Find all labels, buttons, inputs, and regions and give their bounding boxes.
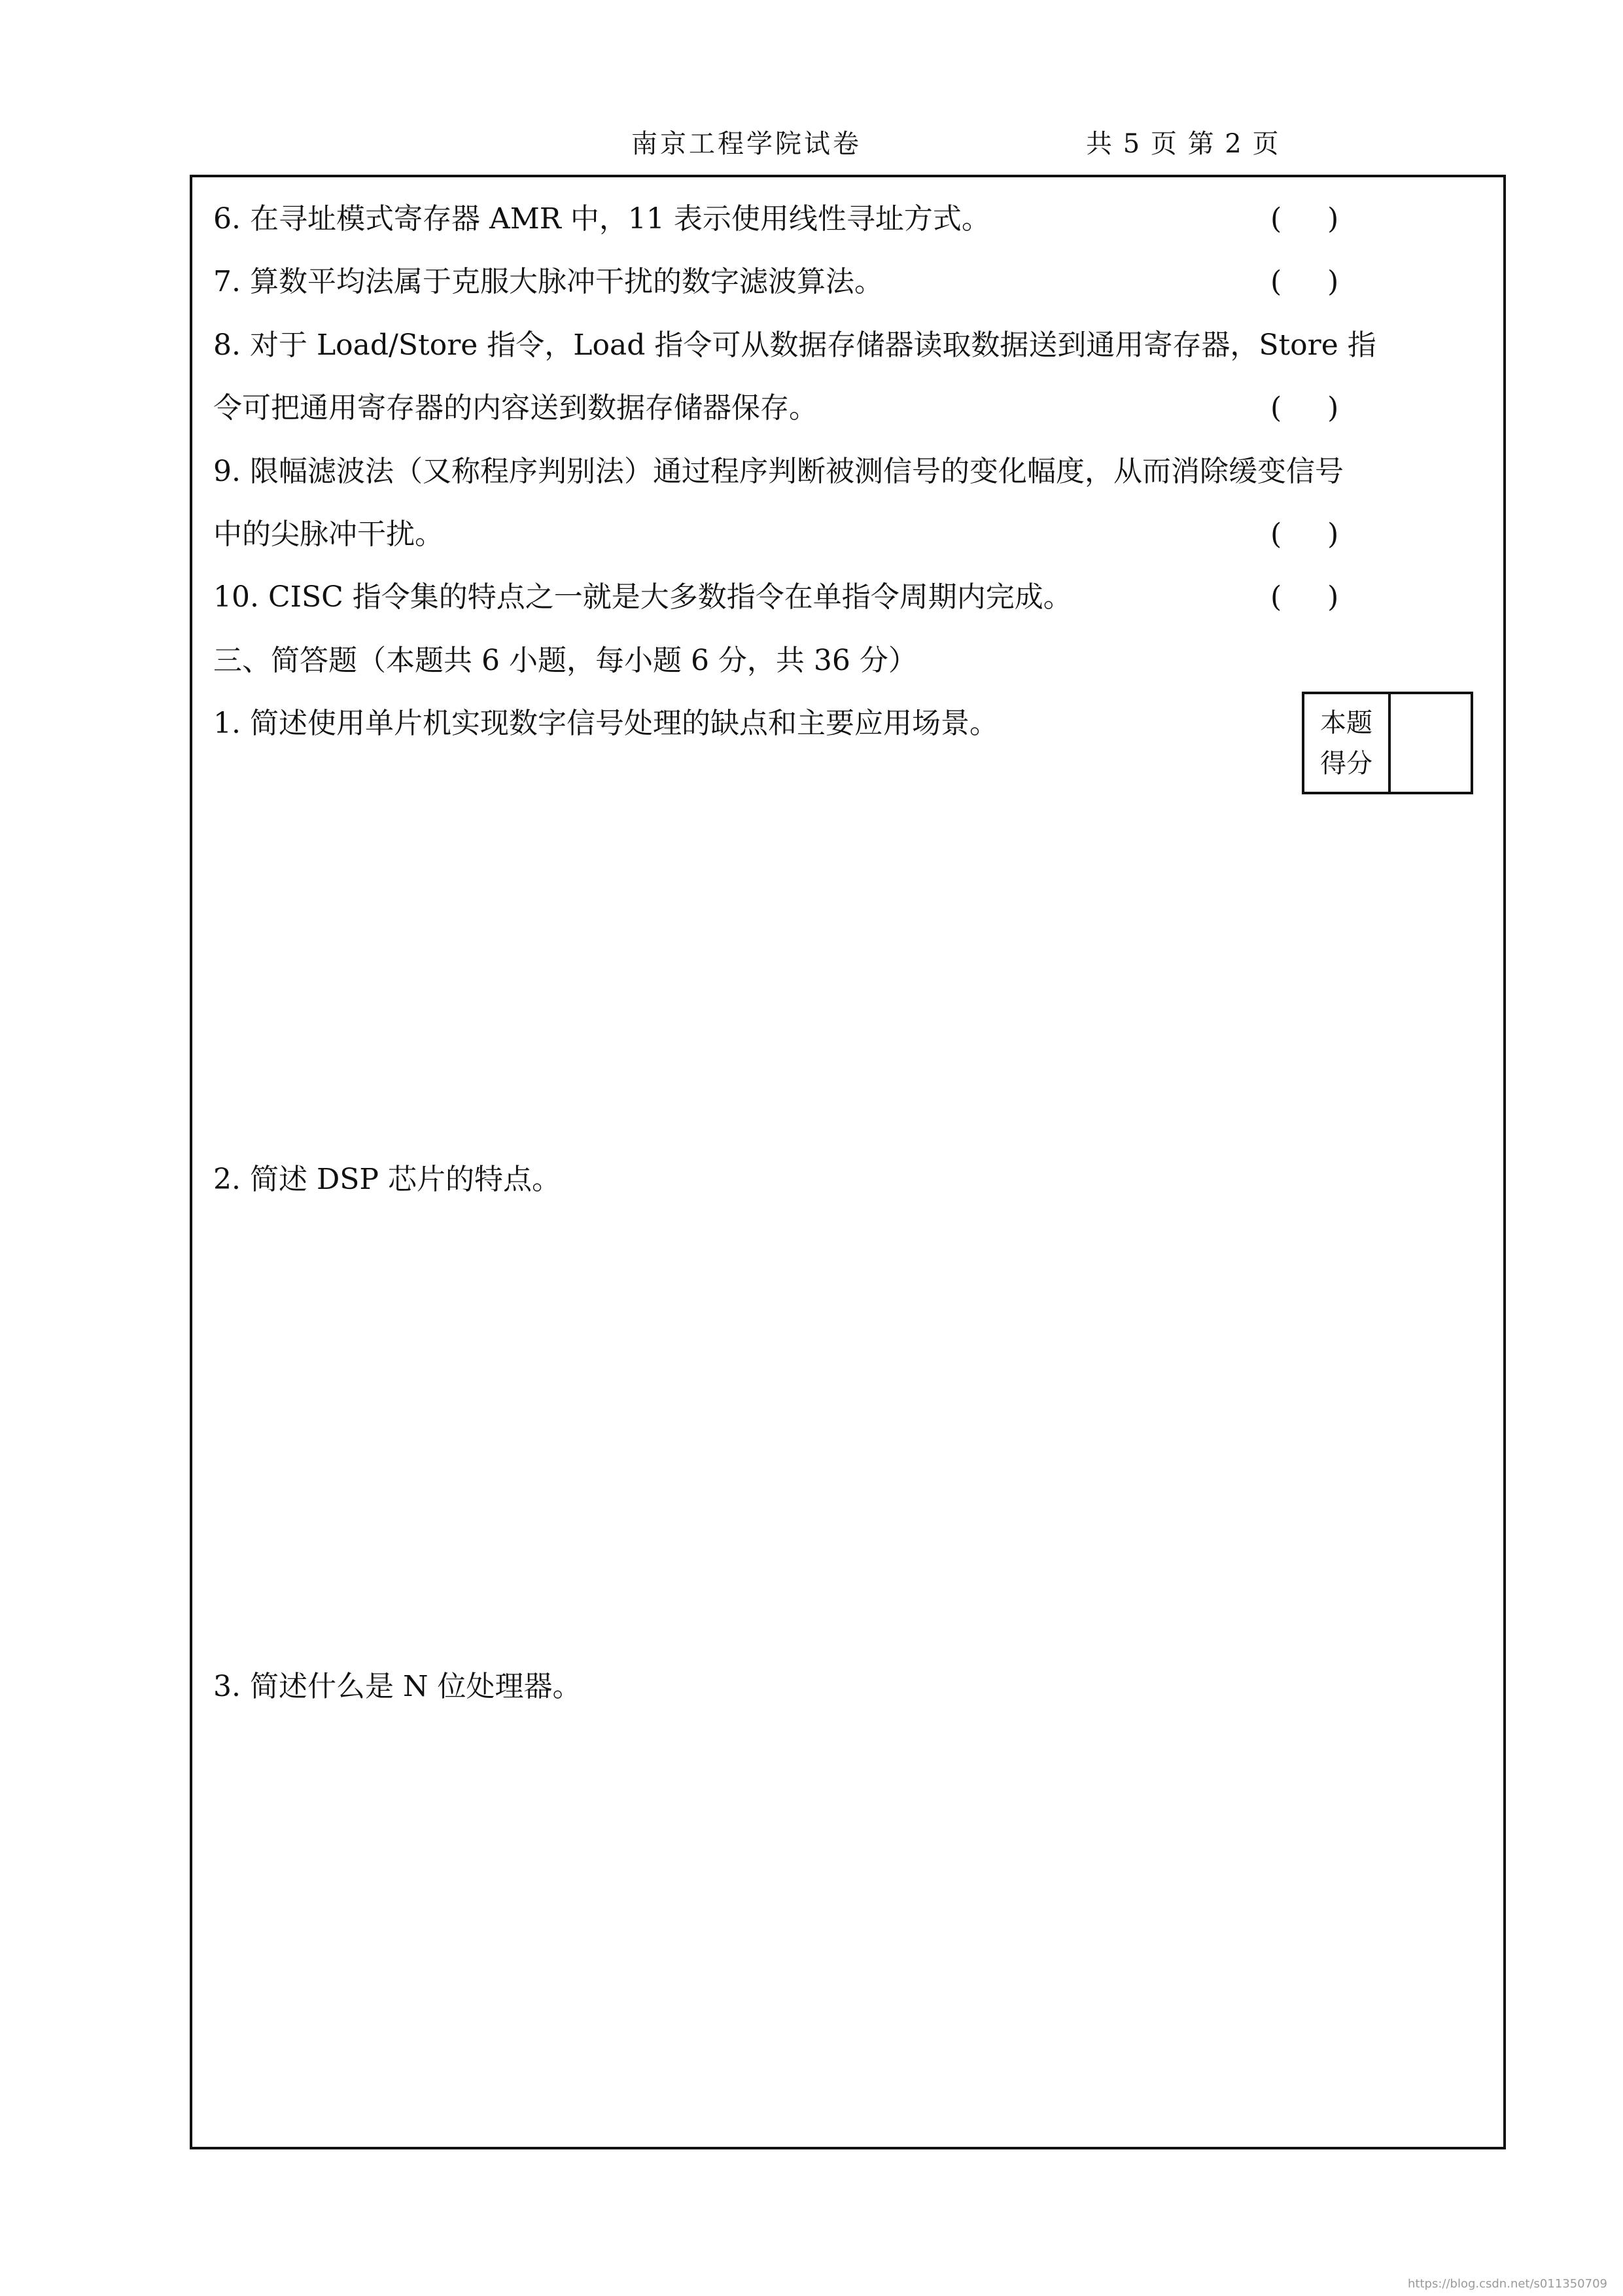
short-answer-3: 3. 简述什么是 N 位处理器。 — [213, 1670, 582, 1703]
score-label-line-1: 本题 — [1320, 707, 1372, 738]
short-answer-2: 2. 简述 DSP 芯片的特点。 — [213, 1163, 561, 1196]
question-8-line-2: 令可把通用寄存器的内容送到数据存储器保存。 — [213, 391, 818, 425]
answer-bracket-9[interactable]: ( ) — [1270, 518, 1339, 551]
score-box — [1302, 692, 1473, 794]
answer-bracket-8[interactable]: ( ) — [1270, 391, 1339, 425]
question-9-line-2: 中的尖脉冲干扰。 — [213, 518, 444, 551]
score-label — [1304, 694, 1391, 792]
question-8-line-1: 8. 对于 Load/Store 指令，Load 指令可从数据存储器读取数据送到通用寄存器，Store 指 — [213, 328, 1376, 362]
answer-bracket-6[interactable]: ( ) — [1270, 202, 1339, 236]
page-header — [0, 123, 1623, 162]
question-9-line-1: 9. 限幅滤波法（又称程序判别法）通过程序判断被测信号的变化幅度，从而消除缓变信号 — [213, 455, 1344, 488]
question-7: 7. 算数平均法属于克服大脉冲干扰的数字滤波算法。 — [213, 265, 883, 298]
page-info: 共 5 页 第 2 页 — [1086, 129, 1280, 159]
question-6: 6. 在寻址模式寄存器 AMR 中，11 表示使用线性寻址方式。 — [213, 202, 990, 236]
score-value-field[interactable] — [1391, 694, 1471, 792]
school-name: 南京工程学院试卷 — [631, 129, 862, 159]
answer-bracket-10[interactable]: ( ) — [1270, 580, 1339, 614]
question-10: 10. CISC 指令集的特点之一就是大多数指令在单指令周期内完成。 — [213, 580, 1072, 614]
score-label-line-2: 得分 — [1320, 748, 1372, 779]
short-answer-1: 1. 简述使用单片机实现数字信号处理的缺点和主要应用场景。 — [213, 707, 998, 740]
answer-bracket-7[interactable]: ( ) — [1270, 265, 1339, 298]
section-3-title: 三、简答题（本题共 6 小题，每小题 6 分，共 36 分） — [213, 644, 917, 677]
watermark: https://blog.csdn.net/s011350709 — [1408, 2277, 1607, 2291]
